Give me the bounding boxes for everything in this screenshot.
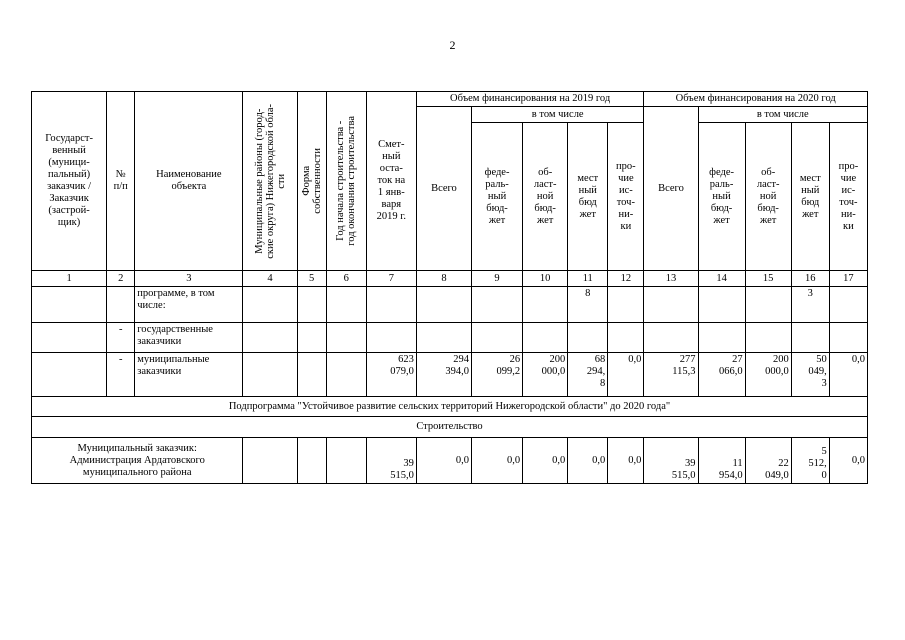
- cell-value: 623 079,0: [366, 353, 416, 397]
- col-number: 2: [107, 271, 135, 287]
- cell-value: 50 049, 3: [791, 353, 829, 397]
- col-number: 9: [472, 271, 523, 287]
- header-local-2020: мест ный бюд жет: [791, 123, 829, 271]
- col-number: 16: [791, 271, 829, 287]
- cell-value: 11 954,0: [698, 438, 745, 484]
- customer-name: Муниципальный заказчик: Администрация Ардатовского муниципального района: [32, 438, 243, 484]
- col-number: 8: [416, 271, 471, 287]
- col-number: 17: [829, 271, 867, 287]
- page-number: 2: [449, 38, 456, 52]
- cell-value: 0,0: [523, 438, 568, 484]
- object-name: программе, в том числе:: [135, 287, 243, 323]
- cell-value: 39 515,0: [644, 438, 698, 484]
- header-number: № п/п: [107, 92, 135, 271]
- header-regional-2020: об- ласт- ной бюд- жет: [745, 123, 791, 271]
- header-object-name: Наименование объекта: [135, 92, 243, 271]
- cell-value: 0,0: [829, 438, 867, 484]
- cell-value: 277 115,3: [644, 353, 698, 397]
- table-row: [32, 353, 868, 397]
- header-districts: Муниципальные районы (город- ские округа) Нижегородской обла- сти: [253, 103, 287, 259]
- col-number: 5: [297, 271, 326, 287]
- cell-value: 0,0: [568, 438, 608, 484]
- cell-value: 5 512, 0: [791, 438, 829, 484]
- col-number: 10: [523, 271, 568, 287]
- header-including-2019: в том числе: [472, 107, 644, 123]
- section-row: [32, 417, 868, 438]
- cell-value: 0,0: [829, 353, 867, 397]
- header-local-2019: мест ный бюд жет: [568, 123, 608, 271]
- header-total-2020: Всего: [644, 107, 698, 271]
- cell-value: 0,0: [416, 438, 471, 484]
- header-ownership-cell: [297, 92, 326, 271]
- col-number: 6: [326, 271, 366, 287]
- header-row-1: [32, 92, 868, 107]
- cell-value: 26 099,2: [472, 353, 523, 397]
- col-number: 4: [243, 271, 297, 287]
- table-row: [32, 323, 868, 353]
- object-name: муниципальные заказчики: [135, 353, 243, 397]
- table-row: [32, 438, 868, 484]
- cell-value: 8: [568, 287, 608, 323]
- col-number: 11: [568, 271, 608, 287]
- cell-value: 0,0: [608, 438, 644, 484]
- cell-value: 294 394,0: [416, 353, 471, 397]
- cell-value: 200 000,0: [523, 353, 568, 397]
- column-numbers-row: [32, 271, 868, 287]
- header-including-2020: в том числе: [698, 107, 867, 123]
- header-regional-2019: об- ласт- ной бюд- жет: [523, 123, 568, 271]
- header-federal-2020: феде- раль- ный бюд- жет: [698, 123, 745, 271]
- col-number: 3: [135, 271, 243, 287]
- header-estimate: Смет- ный оста- ток на 1 янв- варя 2019 г.: [366, 92, 416, 271]
- object-name: государственные заказчики: [135, 323, 243, 353]
- header-fin-2020: Объем финансирования на 2020 год: [644, 92, 868, 107]
- cell-value: 200 000,0: [745, 353, 791, 397]
- col-number: 1: [32, 271, 107, 287]
- cell-value: 68 294, 8: [568, 353, 608, 397]
- section-title: Строительство: [32, 417, 868, 438]
- cell-value: 27 066,0: [698, 353, 745, 397]
- cell-value: 0,0: [472, 438, 523, 484]
- financing-table: [31, 91, 868, 484]
- header-districts-cell: [243, 92, 297, 271]
- header-other-2019: про- чие ис- точ- ни- ки: [608, 123, 644, 271]
- col-number: 13: [644, 271, 698, 287]
- row-number: -: [107, 323, 135, 353]
- header-federal-2019: феде- раль- ный бюд- жет: [472, 123, 523, 271]
- col-number: 14: [698, 271, 745, 287]
- col-number: 12: [608, 271, 644, 287]
- header-years: Год начала строительства - год окончания строительства: [335, 116, 358, 246]
- table-row: [32, 287, 868, 323]
- header-ownership: Форма собственности: [300, 148, 323, 214]
- col-number: 15: [745, 271, 791, 287]
- header-fin-2019: Объем финансирования на 2019 год: [416, 92, 644, 107]
- col-number: 7: [366, 271, 416, 287]
- subprogram-row: [32, 397, 868, 417]
- subprogram-title: Подпрограмма "Устойчивое развитие сельских территорий Нижегородской области" до 2020 года": [32, 397, 868, 417]
- cell-value: 3: [791, 287, 829, 323]
- header-total-2019: Всего: [416, 107, 471, 271]
- cell-value: 39 515,0: [366, 438, 416, 484]
- header-years-cell: [326, 92, 366, 271]
- header-other-2020: про- чие ис- точ- ни- ки: [829, 123, 867, 271]
- header-customer: Государст- венный (муници- пальный) заказчик / Заказчик (застрой- щик): [32, 92, 107, 271]
- cell-value: 22 049,0: [745, 438, 791, 484]
- cell-value: 0,0: [608, 353, 644, 397]
- row-number: -: [107, 353, 135, 397]
